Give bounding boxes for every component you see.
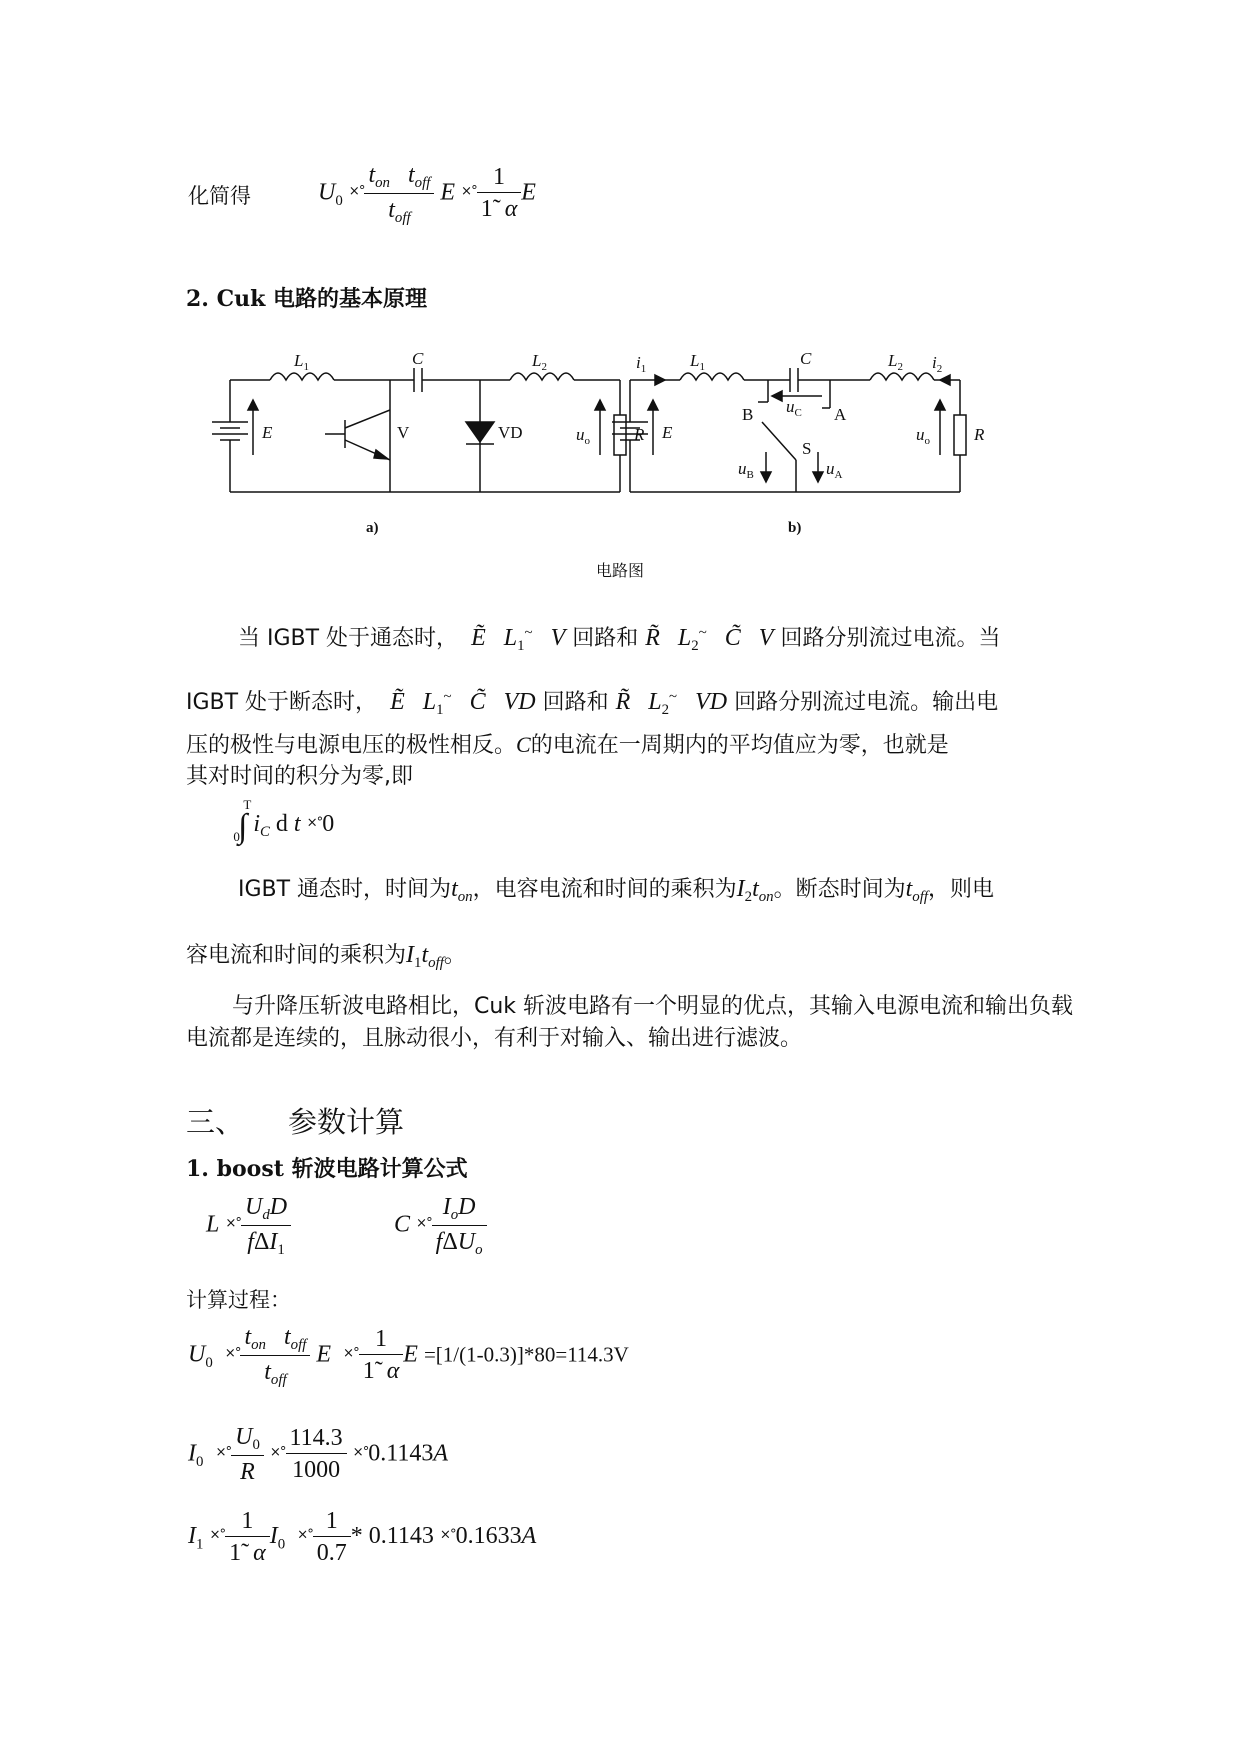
circuit-b-uC-label: $u_C$ xyxy=(786,397,802,419)
circuit-a-tag: a) xyxy=(366,520,379,536)
circuit-a-VD-label: VD xyxy=(498,423,523,442)
circuit-b-L2-label: $L_2$ xyxy=(888,351,903,373)
paragraph-6-line: 容电流和时间的乘积为$I_1t_{off}$。 xyxy=(186,942,466,972)
circuit-b-i2-label: $i_2$ xyxy=(932,353,943,375)
circuit-b-uo-label: $u_o$ xyxy=(916,425,930,447)
cuk-circuit-figure xyxy=(190,340,1090,540)
circuit-a-C-label: C xyxy=(412,349,424,368)
circuit-b-B-label: B xyxy=(742,405,754,424)
circuit-a-diagram xyxy=(212,368,626,492)
circuit-a-L1-label: $L_1$ xyxy=(294,351,309,373)
circuit-b-i1-label: $i_1$ xyxy=(636,353,647,375)
section3-heading: 三、 参数计算 xyxy=(186,1105,405,1139)
circuit-b-C-label: C xyxy=(800,349,812,368)
circuit-a-L2-label: $L_2$ xyxy=(532,351,547,373)
circuit-b-uA-label: $u_A$ xyxy=(826,459,843,481)
circuit-a-V-label: V xyxy=(397,423,410,442)
simplify-label: 化简得 xyxy=(188,184,251,208)
formula-C: C ×° $\frac{I_oD}{f\Delta U_o}$ xyxy=(394,1192,487,1260)
paragraph-8-line: 电流都是连续的，且脉动很小，有利于对输入、输出进行滤波。 xyxy=(186,1026,803,1051)
circuit-a-uo-label: $u_o$ xyxy=(576,425,590,447)
paragraph-7-line: 与升降压斩波电路相比，Cuk 斩波电路有一个明显的优点，其输入电源电流和输出负载 xyxy=(232,994,1074,1019)
circuit-b-S-label: S xyxy=(802,439,812,458)
paragraph-5-line: IGBT 通态时，时间为$t_{on}$，电容电流和时间的乘积为$I_2t_{on}$。断态时间为$t_{off}$，则电 xyxy=(238,876,995,906)
circuit-b-R-label: R xyxy=(974,425,985,444)
boost-heading: 1. boost 斩波电路计算公式 xyxy=(186,1156,468,1182)
paragraph-3-line: 压的极性与电源电压的极性相反。C的电流在一周期内的平均值应为零，也就是 xyxy=(186,732,949,758)
circuit-a-R-label: R xyxy=(634,425,645,444)
formula-L: L ×° $\frac{U_dD}{f\Delta I_1}$ xyxy=(206,1192,291,1260)
paragraph-1-line: 当 IGBT 处于通态时， Ẽ $L_1^\sim$ V 回路和 R̃ $L_2^\sim$ C̃ V 回路分别流过电流。当 xyxy=(238,625,1001,655)
figure-caption: 电路图 xyxy=(596,561,645,580)
circuit-b-uB-label: $u_B$ xyxy=(738,459,754,481)
section2-heading: 2. Cuk 电路的基本原理 xyxy=(186,286,428,312)
integral-formula: ∫ T 0 $i_C$ d t ×°0 xyxy=(233,797,335,845)
circuit-b-tag: b) xyxy=(788,520,802,536)
circuit-b-A-label: A xyxy=(834,405,847,424)
calc-u0: $U_0$ ×° $\frac{t_{on} t_{off}}{t_{off}}$ E ×° $\frac{1}{1̃ \alpha}$ E =[1/(1-0.3)]*80=114.3V xyxy=(188,1324,629,1388)
formula-u0-simplified: $U_0$ ×° $\frac{t_{on} t_{off}}{t_{off}}$ E ×° $\frac{1}{1̃ \alpha}$ E xyxy=(318,162,536,226)
calc-process-label: 计算过程： xyxy=(186,1288,291,1312)
calc-i1: $I_1$ ×° $\frac{1}{1̃ \alpha}$ $I_0$ ×° $\frac{1}{0.7}$ * 0.1143 ×°0.1633A xyxy=(188,1508,537,1566)
paragraph-2-line: IGBT 处于断态时， Ẽ $L_1^\sim$ C̃ VD 回路和 R̃ $L_2^\sim$ VD 回路分别流过电流。输出电 xyxy=(186,689,999,719)
calc-i0: $I_0$ ×° $\frac{U_0}{R}$ ×° $\frac{114.3}{1000}$ ×°0.1143A xyxy=(188,1424,449,1485)
paragraph-4-line: 其对时间的积分为零,即 xyxy=(186,764,413,789)
circuit-a-E-label: E xyxy=(262,423,273,442)
circuit-b-L1-label: $L_1$ xyxy=(690,351,705,373)
circuit-b-E-label: E xyxy=(662,423,673,442)
